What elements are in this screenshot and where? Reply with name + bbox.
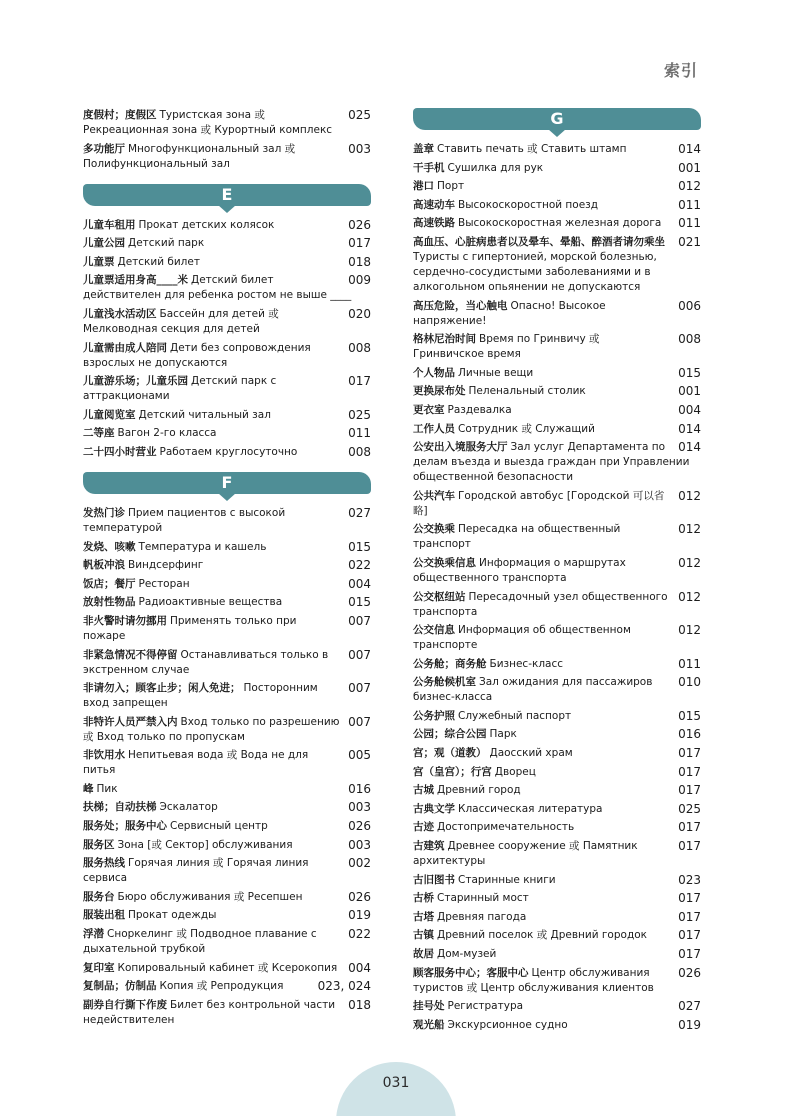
entry-russian-translation: Сервисный центр xyxy=(170,820,268,833)
entry-page-number: 017 xyxy=(678,947,701,961)
entry-page-number: 017 xyxy=(678,928,701,943)
entry-russian-translation: Порт xyxy=(437,180,465,193)
entry-russian-translation: Детский парк xyxy=(128,237,205,250)
index-entry xyxy=(83,715,371,745)
entry-russian-translation: Горячая линия 或 Горячая линия сервиса xyxy=(83,857,309,885)
entry-russian-translation: Регистратура xyxy=(447,1000,524,1013)
entry-page-number: 007 xyxy=(348,647,371,662)
entry-chinese-term: 服务区 xyxy=(83,838,115,851)
entry-page-number: 002 xyxy=(348,856,371,871)
entry-chinese-term: 古城 xyxy=(413,784,434,797)
section-letter: E xyxy=(221,184,233,204)
entry-chinese-term: 浮潜 xyxy=(83,928,104,941)
index-entry xyxy=(83,979,371,994)
index-entry xyxy=(413,873,701,888)
entry-page-number: 023 xyxy=(678,872,701,887)
index-entry xyxy=(83,374,371,404)
section-header xyxy=(83,184,371,214)
index-entry xyxy=(413,556,701,586)
entry-page-number: 022 xyxy=(348,558,371,573)
index-entry xyxy=(413,522,701,552)
index-entry xyxy=(413,675,701,705)
entry-russian-translation: Достопримечательность xyxy=(437,821,575,834)
entry-chinese-term: 公交换乘 xyxy=(413,523,455,536)
entry-page-number: 017 xyxy=(348,374,371,389)
entry-chinese-term: 高血压、心脏病患者以及晕车、晕船、醉酒者请勿乘坐 xyxy=(413,235,665,248)
section-header xyxy=(83,472,371,502)
index-entry xyxy=(413,590,701,620)
entry-page-number: 020 xyxy=(348,306,371,321)
entry-page-number: 010 xyxy=(678,675,701,690)
index-entry xyxy=(83,273,371,303)
entry-chinese-term: 宫（皇宫）；行宫 xyxy=(413,765,492,778)
index-entry xyxy=(413,235,701,295)
index-entry xyxy=(83,558,371,573)
entry-page-number: 019 xyxy=(348,908,371,923)
index-entry xyxy=(413,216,701,231)
index-entry xyxy=(83,648,371,678)
entry-chinese-term: 放射性物品 xyxy=(83,596,136,609)
entry-page-number: 017 xyxy=(348,236,371,251)
entry-russian-translation: Дети без сопровождения взрослых не допускаются xyxy=(83,341,311,369)
entry-page-number: 025 xyxy=(348,108,371,122)
entry-chinese-term: 观光船 xyxy=(413,1018,445,1031)
entry-page-number: 009 xyxy=(348,273,371,288)
entry-page-number: 017 xyxy=(678,820,701,835)
entry-page-number: 017 xyxy=(678,839,701,854)
entry-page-number: 012 xyxy=(678,488,701,503)
entry-chinese-term: 公交枢纽站 xyxy=(413,590,466,603)
entry-chinese-term: 高速动车 xyxy=(413,198,455,211)
entry-chinese-term: 儿童阅览室 xyxy=(83,408,136,421)
entry-russian-translation: Вход только по разрешению 或 Вход только по пропускам xyxy=(83,715,340,743)
index-entry xyxy=(413,910,701,925)
entry-russian-translation: Копия 或 Репродукция xyxy=(159,980,284,993)
entry-page-number: 001 xyxy=(678,160,701,175)
entry-russian-translation: Ставить печать 或 Ставить штамп xyxy=(437,143,627,155)
index-entry xyxy=(83,614,371,644)
entry-chinese-term: 度假村；度假区 xyxy=(83,109,157,121)
entry-russian-translation: Туристы с гипертонией, морской болезнью, сердечно-сосудистыми заболеваниями и в алкогольном опьянении не допускаются xyxy=(413,250,657,293)
index-entry xyxy=(83,540,371,555)
index-entry xyxy=(83,506,371,536)
entry-russian-translation: Непитьевая вода 或 Вода не для питья xyxy=(83,749,309,777)
entry-chinese-term: 非火警时请勿挪用 xyxy=(83,614,167,627)
entry-chinese-term: 古旧图书 xyxy=(413,873,455,886)
entry-russian-translation: Служебный паспорт xyxy=(458,709,572,722)
entry-page-number: 012 xyxy=(678,589,701,604)
entry-page-number: 017 xyxy=(678,783,701,798)
entry-page-number: 017 xyxy=(678,891,701,906)
entry-russian-translation: Зона [或 Сектор] обслуживания xyxy=(117,838,293,851)
index-column-right xyxy=(413,108,701,1036)
entry-chinese-term: 公务舱候机室 xyxy=(413,676,476,689)
entry-russian-translation: Работаем круглосуточно xyxy=(159,445,298,458)
entry-russian-translation: Ресторан xyxy=(138,577,190,590)
entry-page-number: 014 xyxy=(678,421,701,436)
entry-page-number: 027 xyxy=(678,999,701,1014)
entry-russian-translation: Древний город xyxy=(437,784,521,797)
entry-page-number: 011 xyxy=(678,197,701,212)
index-entry xyxy=(413,179,701,194)
entry-russian-translation: Дворец xyxy=(494,765,536,778)
entry-page-number: 014 xyxy=(678,142,701,156)
index-entry xyxy=(413,422,701,437)
entry-page-number: 012 xyxy=(678,623,701,638)
entry-chinese-term: 二等座 xyxy=(83,427,115,440)
entry-page-number: 018 xyxy=(348,997,371,1012)
index-entry xyxy=(413,999,701,1014)
index-column-left xyxy=(83,108,371,1031)
entry-page-number: 008 xyxy=(348,444,371,459)
entry-chinese-term: 峰 xyxy=(83,782,94,795)
section-header-pointer xyxy=(218,493,236,501)
index-entry xyxy=(413,198,701,213)
index-entry xyxy=(83,307,371,337)
index-entry xyxy=(83,838,371,853)
entry-russian-translation: Раздевалка xyxy=(447,403,512,416)
section-header-pointer xyxy=(548,129,566,137)
entry-chinese-term: 更换尿布处 xyxy=(413,385,466,398)
entry-page-number: 026 xyxy=(678,965,701,980)
entry-page-number: 008 xyxy=(678,332,701,347)
entry-page-number: 004 xyxy=(348,960,371,975)
entry-chinese-term: 干手机 xyxy=(413,161,445,174)
entry-chinese-term: 非紧急情况不得停留 xyxy=(83,648,178,661)
entry-page-number: 015 xyxy=(678,365,701,380)
entry-russian-translation: Прокат детских колясок xyxy=(138,218,275,231)
entry-russian-translation: Старинные книги xyxy=(458,873,556,886)
entry-chinese-term: 儿童票 xyxy=(83,255,115,268)
index-entry xyxy=(413,142,701,157)
index-entry xyxy=(413,1018,701,1033)
entry-page-number: 023, 024 xyxy=(317,979,371,994)
index-entry xyxy=(413,746,701,761)
entry-russian-translation: Эскалатор xyxy=(159,801,218,814)
entry-russian-translation: Прием пациентов с высокой температурой xyxy=(83,506,286,534)
entry-chinese-term: 儿童车租用 xyxy=(83,218,136,231)
entry-russian-translation: Бюро обслуживания 或 Ресепшен xyxy=(117,890,303,903)
index-entry xyxy=(413,384,701,399)
entry-chinese-term: 儿童公园 xyxy=(83,237,125,250)
entry-page-number: 018 xyxy=(348,254,371,269)
entry-chinese-term: 更衣室 xyxy=(413,403,445,416)
entry-chinese-term: 古镇 xyxy=(413,929,434,942)
entry-chinese-term: 古迹 xyxy=(413,821,434,834)
index-entry xyxy=(413,489,701,519)
entry-russian-translation: Старинный мост xyxy=(437,892,529,905)
entry-chinese-term: 挂号处 xyxy=(413,1000,445,1013)
entry-page-number: 011 xyxy=(678,656,701,671)
entry-page-number: 011 xyxy=(348,426,371,441)
entry-chinese-term: 港口 xyxy=(413,180,434,193)
index-entry xyxy=(83,800,371,815)
entry-russian-translation: Опасно! Высокое напряжение! xyxy=(413,299,606,327)
entry-russian-translation: Копировальный кабинет 或 Ксерокопия xyxy=(117,961,338,974)
index-entry xyxy=(83,341,371,371)
index-entry xyxy=(83,819,371,834)
entry-chinese-term: 古塔 xyxy=(413,910,434,923)
entry-russian-translation: Сушилка для рук xyxy=(447,161,544,174)
entry-page-number: 022 xyxy=(348,927,371,942)
entry-russian-translation: Классическая литература xyxy=(458,802,603,815)
entry-chinese-term: 公交换乘信息 xyxy=(413,556,476,569)
entry-page-number: 004 xyxy=(678,402,701,417)
index-entry xyxy=(83,998,371,1028)
index-entry xyxy=(83,595,371,610)
section-letter: F xyxy=(221,472,233,492)
index-entry xyxy=(413,299,701,329)
entry-chinese-term: 个人物品 xyxy=(413,366,455,379)
entry-chinese-term: 格林尼治时间 xyxy=(413,333,476,346)
entry-chinese-term: 非饮用水 xyxy=(83,749,125,762)
index-entry xyxy=(413,820,701,835)
entry-page-number: 025 xyxy=(348,407,371,422)
index-entry xyxy=(413,440,701,485)
index-entry xyxy=(413,709,701,724)
index-entry xyxy=(83,218,371,233)
index-entry xyxy=(83,142,371,172)
entry-russian-translation: Древнее сооружение 或 Памятник архитектуры xyxy=(413,840,638,868)
index-entry xyxy=(83,577,371,592)
entry-russian-translation: Детский парк с аттракционами xyxy=(83,375,277,403)
section-letter: G xyxy=(550,109,564,128)
entry-chinese-term: 古典文学 xyxy=(413,802,455,815)
entry-russian-translation: Детский читальный зал xyxy=(138,408,271,421)
entry-chinese-term: 古建筑 xyxy=(413,840,445,853)
entry-chinese-term: 工作人员 xyxy=(413,422,455,435)
index-entry xyxy=(83,236,371,251)
entry-russian-translation: Останавливаться только в экстренном случае xyxy=(83,648,329,676)
entry-chinese-term: 服务台 xyxy=(83,890,115,903)
entry-page-number: 012 xyxy=(678,555,701,570)
entry-chinese-term: 盖章 xyxy=(413,143,434,155)
index-entry xyxy=(413,657,701,672)
entry-russian-translation: Центр обслуживания туристов 或 Центр обслуживания клиентов xyxy=(413,966,654,994)
entry-russian-translation: Пересадочный узел общественного транспорта xyxy=(413,590,668,618)
entry-russian-translation: Информация о маршрутах общественного транспорта xyxy=(413,556,626,584)
entry-chinese-term: 儿童需由成人陪同 xyxy=(83,341,167,354)
entry-page-number: 012 xyxy=(678,179,701,194)
section-header-pointer xyxy=(218,205,236,213)
entry-page-number: 016 xyxy=(678,727,701,742)
index-entry xyxy=(413,839,701,869)
entry-chinese-term: 儿童浅水活动区 xyxy=(83,307,157,320)
entry-russian-translation: Информация об общественном транспорте xyxy=(413,624,631,652)
entry-chinese-term: 儿童票适用身高____米 xyxy=(83,274,188,287)
entry-russian-translation: Парк xyxy=(489,728,517,741)
entry-chinese-term: 非特许人员严禁入内 xyxy=(83,715,178,728)
entry-chinese-term: 服务热线 xyxy=(83,857,125,870)
entry-russian-translation: Зал ожидания для пассажиров бизнес-класса xyxy=(413,676,653,704)
index-entry xyxy=(413,161,701,176)
entry-chinese-term: 公交信息 xyxy=(413,624,455,637)
entry-chinese-term: 帆板冲浪 xyxy=(83,559,125,572)
entry-chinese-term: 副券自行撕下作废 xyxy=(83,998,167,1011)
entry-russian-translation: Пеленальный столик xyxy=(468,385,586,398)
entry-russian-translation: Бизнес-класс xyxy=(489,657,564,670)
entry-chinese-term: 服装出租 xyxy=(83,909,125,922)
entry-chinese-term: 公务舱；商务舱 xyxy=(413,657,487,670)
entry-page-number: 006 xyxy=(678,298,701,313)
entry-chinese-term: 服务处；服务中心 xyxy=(83,820,167,833)
entry-russian-translation: Применять только при пожаре xyxy=(83,614,297,642)
entry-page-number: 025 xyxy=(678,801,701,816)
entry-russian-translation: Детский билет xyxy=(117,255,200,268)
entry-page-number: 015 xyxy=(348,595,371,610)
entry-chinese-term: 扶梯；自动扶梯 xyxy=(83,801,157,814)
entry-page-number: 021 xyxy=(678,234,701,249)
index-entry xyxy=(413,765,701,780)
entry-chinese-term: 二十四小时营业 xyxy=(83,445,157,458)
entry-russian-translation: Зал услуг Департамента по делам въезда и выезда граждан при Управлении общественной безопасности xyxy=(413,441,690,484)
entry-chinese-term: 公务护照 xyxy=(413,709,455,722)
entry-page-number: 001 xyxy=(678,384,701,399)
entry-chinese-term: 复印室 xyxy=(83,961,115,974)
index-entry xyxy=(83,681,371,711)
entry-page-number: 007 xyxy=(348,681,371,696)
entry-page-number: 015 xyxy=(678,708,701,723)
entry-russian-translation: Время по Гринвичу 或 Гринвичское время xyxy=(413,333,600,361)
entry-russian-translation: Личные вещи xyxy=(458,366,534,379)
entry-page-number: 026 xyxy=(348,819,371,834)
entry-page-number: 017 xyxy=(678,746,701,761)
entry-chinese-term: 故居 xyxy=(413,948,434,960)
entry-chinese-term: 发烧、咳嗽 xyxy=(83,540,136,553)
entry-page-number: 015 xyxy=(348,539,371,554)
index-entry xyxy=(83,445,371,460)
index-entry xyxy=(83,890,371,905)
index-entry xyxy=(413,366,701,381)
entry-russian-translation: Даосский храм xyxy=(489,747,573,760)
page-header-title: 索引 xyxy=(663,61,698,80)
entry-russian-translation: Экскурсионное судно xyxy=(447,1018,568,1031)
index-entry xyxy=(413,783,701,798)
page-number: 031 xyxy=(382,1075,410,1091)
entry-russian-translation: Билет без контрольной части недействителен xyxy=(83,998,336,1026)
entry-russian-translation: Бассейн для детей 或 Мелководная секция для детей xyxy=(83,307,279,335)
entry-russian-translation: Радиоактивные вещества xyxy=(138,596,283,609)
entry-page-number: 027 xyxy=(348,505,371,520)
entry-russian-translation: Прокат одежды xyxy=(128,909,217,922)
index-entry xyxy=(83,748,371,778)
entry-chinese-term: 饭店；餐厅 xyxy=(83,577,136,590)
entry-chinese-term: 多功能厅 xyxy=(83,142,125,155)
entry-page-number: 012 xyxy=(678,522,701,537)
entry-russian-translation: Высокоскоростная железная дорога xyxy=(458,217,662,230)
index-entry xyxy=(413,891,701,906)
entry-page-number: 004 xyxy=(348,576,371,591)
entry-page-number: 008 xyxy=(348,340,371,355)
entry-page-number: 017 xyxy=(678,909,701,924)
entry-chinese-term: 儿童游乐场；儿童乐园 xyxy=(83,375,188,388)
index-entry xyxy=(83,255,371,270)
index-entry xyxy=(413,332,701,362)
entry-russian-translation: Многофункциональный зал 或 Полифункциональный зал xyxy=(83,142,296,170)
entry-chinese-term: 顾客服务中心；客服中心 xyxy=(413,966,529,979)
entry-page-number: 007 xyxy=(348,714,371,729)
section-header xyxy=(413,108,701,138)
entry-chinese-term: 发热门诊 xyxy=(83,506,125,519)
index-entry xyxy=(83,908,371,923)
entry-chinese-term: 高压危险，当心触电 xyxy=(413,299,508,312)
entry-chinese-term: 复制品；仿制品 xyxy=(83,980,157,993)
index-entry xyxy=(413,802,701,817)
entry-page-number: 026 xyxy=(348,889,371,904)
index-entry xyxy=(83,408,371,423)
entry-page-number: 011 xyxy=(678,216,701,231)
entry-chinese-term: 公园；综合公园 xyxy=(413,728,487,741)
entry-chinese-term: 高速铁路 xyxy=(413,217,455,230)
entry-russian-translation: Сноркелинг 或 Подводное плавание с дыхательной трубкой xyxy=(83,928,317,956)
entry-page-number: 017 xyxy=(678,764,701,779)
entry-russian-translation: Древняя пагода xyxy=(437,910,527,923)
entry-russian-translation: Городской автобус [Городской 可以省略] xyxy=(413,489,665,517)
entry-russian-translation: Температура и кашель xyxy=(138,540,267,553)
entry-page-number: 007 xyxy=(348,613,371,628)
entry-chinese-term: 宫；观（道教） xyxy=(413,747,487,760)
entry-russian-translation: Посторонним вход запрещен xyxy=(83,682,318,710)
entry-russian-translation: Древний поселок 或 Древний городок xyxy=(437,929,647,942)
index-entry xyxy=(413,403,701,418)
entry-chinese-term: 公安出入境服务大厅 xyxy=(413,441,508,454)
index-entry xyxy=(83,856,371,886)
entry-russian-translation: Пик xyxy=(96,782,118,795)
entry-russian-translation: Вагон 2-го класса xyxy=(117,427,217,440)
entry-chinese-term: 非请勿入；顾客止步；闲人免进； xyxy=(83,682,241,695)
entry-chinese-term: 公共汽车 xyxy=(413,489,455,502)
index-entry xyxy=(83,426,371,441)
index-entry xyxy=(413,727,701,742)
entry-page-number: 014 xyxy=(678,440,701,455)
entry-page-number: 003 xyxy=(348,141,371,156)
entry-russian-translation: Виндсерфинг xyxy=(128,559,204,572)
entry-page-number: 026 xyxy=(348,217,371,232)
entry-page-number: 003 xyxy=(348,800,371,815)
entry-page-number: 016 xyxy=(348,781,371,796)
entry-page-number: 019 xyxy=(678,1017,701,1032)
entry-chinese-term: 古桥 xyxy=(413,892,434,905)
index-entry xyxy=(83,961,371,976)
index-entry xyxy=(83,782,371,797)
entry-russian-translation: Пересадка на общественный транспорт xyxy=(413,523,621,551)
index-entry xyxy=(413,928,701,943)
entry-russian-translation: Детский билет действителен для ребенка ростом не выше ____ xyxy=(83,274,352,302)
index-entry xyxy=(413,623,701,653)
entry-russian-translation: Туристская зона 或 Рекреационная зона 或 Курортный комплекс xyxy=(83,109,333,136)
entry-page-number: 005 xyxy=(348,748,371,763)
index-entry xyxy=(83,108,371,138)
index-entry xyxy=(413,947,701,962)
index-entry xyxy=(83,927,371,957)
entry-page-number: 003 xyxy=(348,837,371,852)
entry-russian-translation: Высокоскоростной поезд xyxy=(458,198,599,211)
index-entry xyxy=(413,966,701,996)
entry-russian-translation: Дом-музей xyxy=(437,948,497,960)
entry-russian-translation: Сотрудник 或 Служащий xyxy=(458,422,595,435)
